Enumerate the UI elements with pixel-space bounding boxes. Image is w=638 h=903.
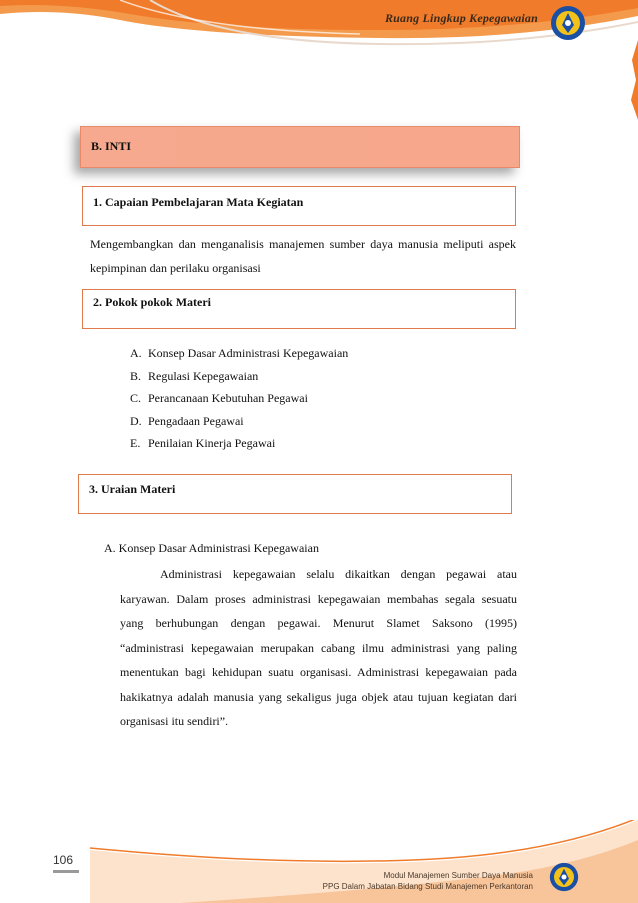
list-marker: C.: [130, 391, 142, 405]
footer-module-title: Modul Manajemen Sumber Daya Manusia: [383, 871, 533, 880]
pokok-heading-box: [82, 289, 516, 329]
capaian-heading-box: [82, 186, 516, 226]
list-item: [130, 342, 348, 365]
footer-band: [0, 820, 638, 903]
page-number-underline: [53, 870, 79, 873]
section-inti-title: B. INTI: [91, 139, 132, 153]
pokok-heading: 2. Pokok pokok Materi: [93, 295, 212, 309]
right-edge-decoration: [628, 40, 638, 120]
list-item-label: Konsep Dasar Administrasi Kepegawaian: [148, 346, 349, 360]
footer-program-title: PPG Dalam Jabatan Bidang Studi Manajemen Perkantoran: [322, 882, 533, 891]
list-item-label: Regulasi Kepegawaian: [148, 368, 259, 383]
tut-wuri-handayani-logo: [549, 862, 579, 892]
list-marker: D.: [130, 413, 142, 428]
list-item: [130, 365, 348, 388]
list-item: [130, 387, 348, 410]
list-marker: A.: [130, 346, 142, 360]
uraian-subheading: A. Konsep Dasar Administrasi Kepegawaian: [104, 541, 319, 555]
uraian-heading-box: [78, 474, 512, 514]
list-marker: B.: [130, 368, 142, 383]
pokok-materi-list: [130, 342, 348, 455]
header-band: [0, 0, 638, 62]
list-item-label: Penilaian Kinerja Pegawai: [148, 436, 276, 450]
capaian-heading: 1. Capaian Pembelajaran Mata Kegiatan: [93, 195, 304, 209]
tut-wuri-handayani-logo: [550, 5, 586, 41]
page-number: 106: [53, 853, 74, 867]
list-item: [130, 432, 348, 455]
capaian-text: Mengembangkan dan menganalisis manajemen sumber daya manusia meliputi aspek kepimpinan dan perilaku organisasi: [90, 237, 516, 275]
list-item-label: Perancanaan Kebutuhan Pegawai: [148, 391, 308, 405]
list-item: [130, 410, 348, 433]
list-item-label: Pengadaan Pegawai: [148, 413, 244, 428]
section-inti-box: [80, 126, 520, 168]
list-marker: E.: [130, 436, 141, 450]
header-title: Ruang Lingkup Kepegawaian: [384, 11, 538, 25]
uraian-paragraph: Administrasi kepegawaian selalu dikaitkan dengan pegawai atau karyawan. Dalam proses administrasi kepegawaian membahas segala sesuatu yang berhubungan dengan pegawai. Menurut Slamet Saksono (1995) “administrasi kepegawaian merupakan cabang ilmu administrasi yang paling menentukan bagi kehidupan suatu organisasi. Administrasi kepegawaian pada hakikatnya adalah manusia yang sekaligus juga objek atau tujuan kegiatan dari organisasi itu sendiri”.: [120, 567, 517, 728]
uraian-heading: 3. Uraian Materi: [89, 482, 176, 496]
